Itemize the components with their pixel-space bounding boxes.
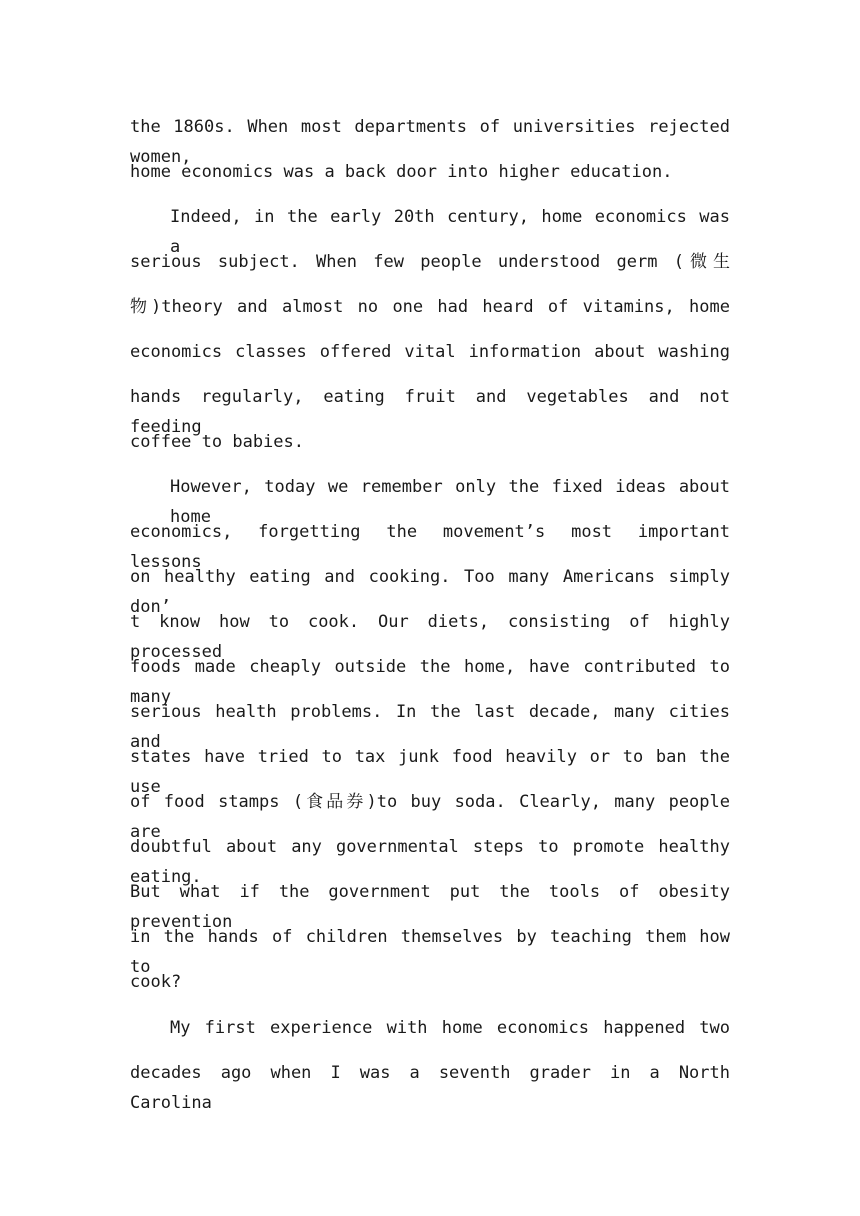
text-line: home economics was a back door into higher education.: [130, 162, 673, 182]
text-line: economics, forgetting the movement’s most important lessons: [130, 522, 730, 572]
text-line: hands regularly, eating fruit and vegetables and not feeding: [130, 387, 730, 437]
text-line: My first experience with home economics happened two: [170, 1018, 730, 1038]
text-line: serious health problems. In the last decade, many cities and: [130, 702, 730, 752]
text-line: in the hands of children themselves by teaching them how to: [130, 927, 730, 977]
text-line: 物)theory and almost no one had heard of vitamins, home: [130, 297, 730, 317]
text-line: serious subject. When few people understood germ (微生: [130, 252, 730, 272]
text-line: the 1860s. When most departments of universities rejected women,: [130, 117, 730, 167]
text-line: foods made cheaply outside the home, have contributed to many: [130, 657, 730, 707]
text-line: But what if the government put the tools of obesity prevention: [130, 882, 730, 932]
text-line: Indeed, in the early 20th century, home economics was a: [170, 207, 730, 257]
text-line: coffee to babies.: [130, 432, 304, 452]
text-line: states have tried to tax junk food heavily or to ban the use: [130, 747, 730, 797]
text-line: economics classes offered vital information about washing: [130, 342, 730, 362]
text-line: on healthy eating and cooking. Too many Americans simply don’: [130, 567, 730, 617]
text-line: of food stamps (食品券)to buy soda. Clearly, many people are: [130, 792, 730, 842]
text-line: However, today we remember only the fixed ideas about home: [170, 477, 730, 527]
text-line: cook?: [130, 972, 182, 992]
text-line: t know how to cook. Our diets, consisting of highly processed: [130, 612, 730, 662]
text-line: doubtful about any governmental steps to promote healthy eating.: [130, 837, 730, 887]
text-line: decades ago when I was a seventh grader in a North Carolina: [130, 1063, 730, 1113]
